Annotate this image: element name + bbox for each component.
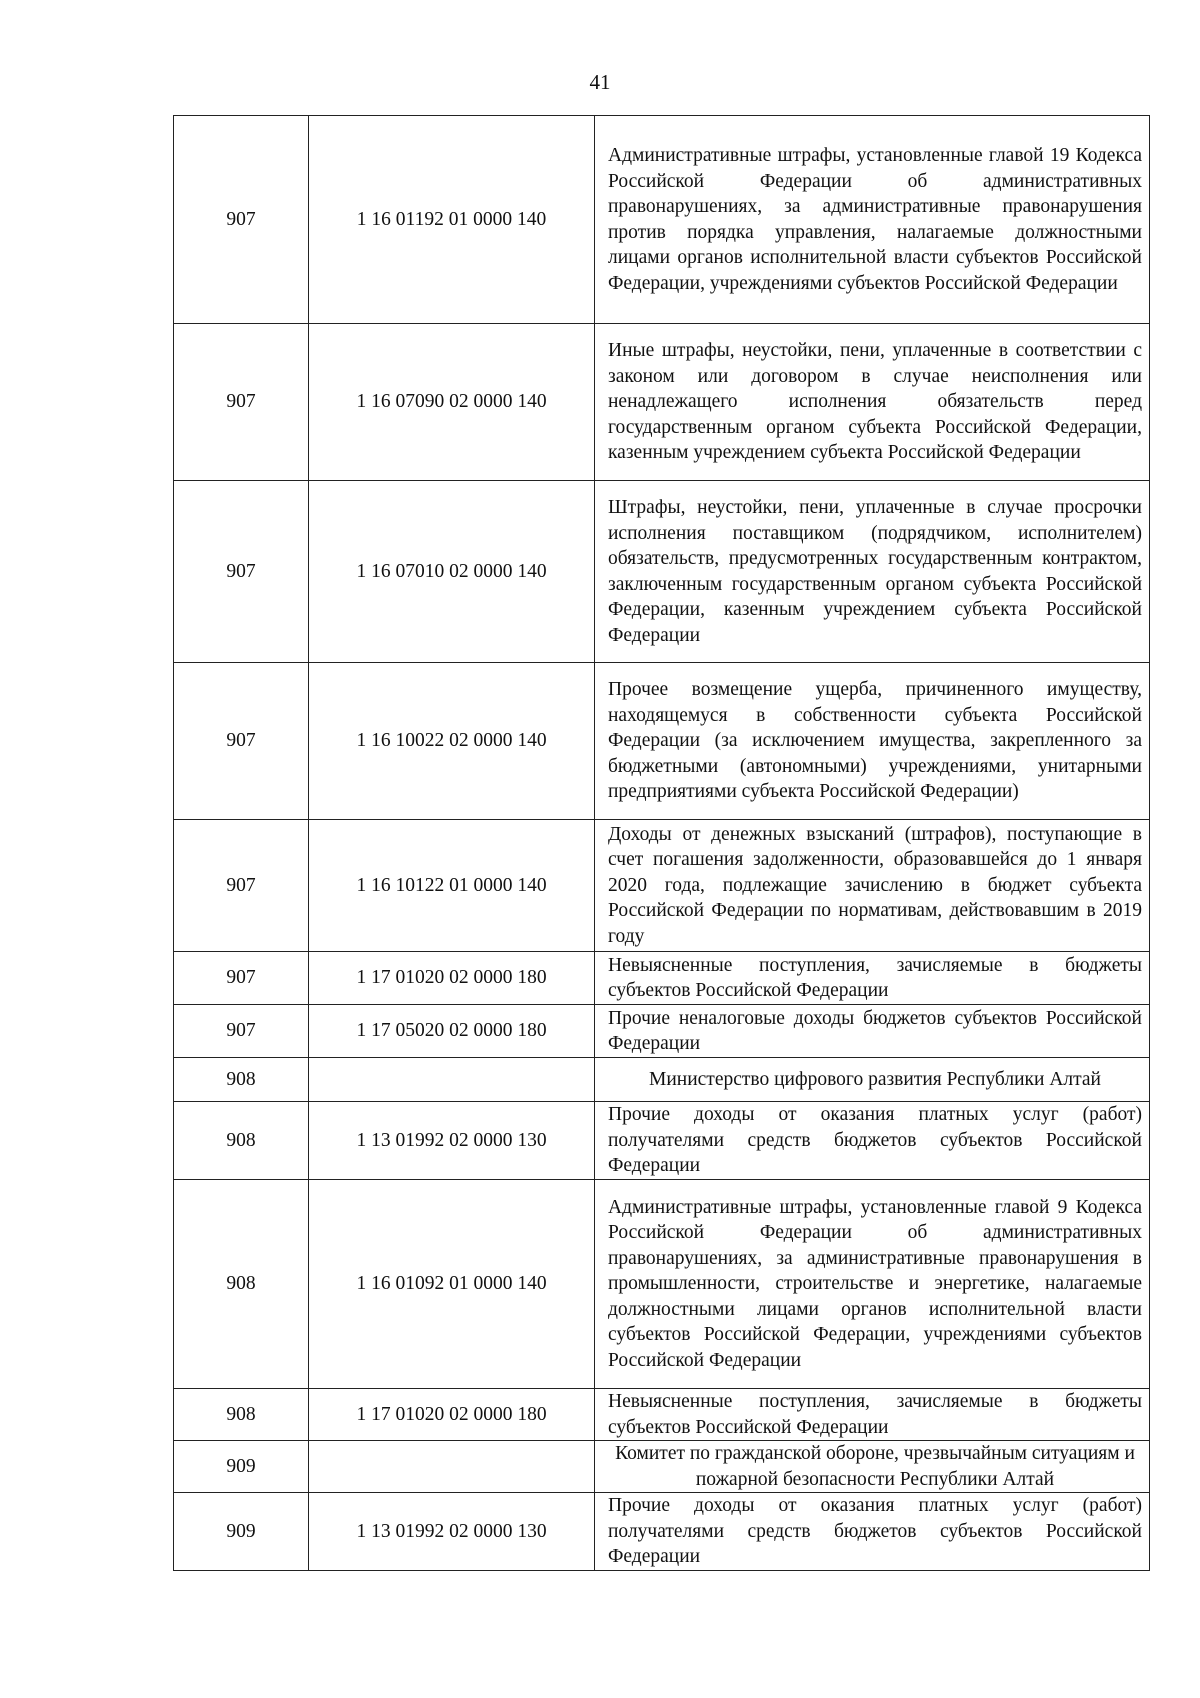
revenue-code-cell: 1 16 01192 01 0000 140	[309, 116, 595, 324]
description-cell: Доходы от денежных взысканий (штрафов), поступающие в счет погашения задолженности, образовавшейся до 1 января 2020 года, подлежащие зачислению в бюджет субъекта Российской Федерации по нормативам, действовавшим в 2019 году	[595, 820, 1150, 952]
description-cell: Прочие доходы от оказания платных услуг (работ) получателями средств бюджетов субъектов Российской Федерации	[595, 1493, 1150, 1571]
description-cell: Невыясненные поступления, зачисляемые в бюджеты субъектов Российской Федерации	[595, 1389, 1150, 1441]
table-row	[174, 952, 1150, 1005]
description-cell: Прочие неналоговые доходы бюджетов субъектов Российской Федерации	[595, 1005, 1150, 1058]
table-row	[174, 116, 1150, 324]
admin-code-cell: 908	[174, 1389, 309, 1441]
revenue-code-cell	[309, 1058, 595, 1102]
table-row	[174, 1389, 1150, 1441]
table-row	[174, 481, 1150, 663]
admin-code-cell: 908	[174, 1180, 309, 1389]
section-heading-cell: Комитет по гражданской обороне, чрезвычайным ситуациям и пожарной безопасности Республики Алтай	[595, 1441, 1150, 1493]
revenue-code-cell: 1 17 05020 02 0000 180	[309, 1005, 595, 1058]
admin-code-cell: 907	[174, 1005, 309, 1058]
revenue-code-cell: 1 13 01992 02 0000 130	[309, 1102, 595, 1180]
admin-code-cell: 907	[174, 481, 309, 663]
revenue-code-cell	[309, 1441, 595, 1493]
revenue-code-cell: 1 16 10122 01 0000 140	[309, 820, 595, 952]
description-cell: Иные штрафы, неустойки, пени, уплаченные в соответствии с законом или договором в случае неисполнения или ненадлежащего исполнения обязательств перед государственным органом субъекта Российской Федерации, казенным учреждением субъекта Российской Федерации	[595, 324, 1150, 481]
admin-code-cell: 907	[174, 952, 309, 1005]
revenue-code-cell: 1 16 07010 02 0000 140	[309, 481, 595, 663]
description-cell: Административные штрафы, установленные главой 19 Кодекса Российской Федерации об административных правонарушениях, за административные правонарушения против порядка управления, налагаемые должностными лицами органов исполнительной власти субъектов Российской Федерации, учреждениями субъектов Российской Федерации	[595, 116, 1150, 324]
description-cell: Прочее возмещение ущерба, причиненного имуществу, находящемуся в собственности субъекта Российской Федерации (за исключением имущества, закрепленного за бюджетными (автономными) учреждениями, унитарными предприятиями субъекта Российской Федерации)	[595, 663, 1150, 820]
revenue-code-cell: 1 16 01092 01 0000 140	[309, 1180, 595, 1389]
revenue-code-cell: 1 17 01020 02 0000 180	[309, 952, 595, 1005]
revenue-code-cell: 1 16 10022 02 0000 140	[309, 663, 595, 820]
admin-code-cell: 907	[174, 116, 309, 324]
admin-code-cell: 908	[174, 1102, 309, 1180]
revenue-codes-table	[173, 115, 1150, 1571]
table-row	[174, 1005, 1150, 1058]
description-cell: Штрафы, неустойки, пени, уплаченные в случае просрочки исполнения поставщиком (подрядчиком, исполнителем) обязательств, предусмотренных государственным контрактом, заключенным государственным органом субъекта Российской Федерации, казенным учреждением субъекта Российской Федерации	[595, 481, 1150, 663]
admin-code-cell: 907	[174, 820, 309, 952]
section-heading-row	[174, 1441, 1150, 1493]
admin-code-cell: 909	[174, 1441, 309, 1493]
section-heading-row	[174, 1058, 1150, 1102]
table-row	[174, 324, 1150, 481]
table-row	[174, 663, 1150, 820]
page-number: 41	[589, 70, 611, 94]
table-row	[174, 1102, 1150, 1180]
table-row	[174, 1493, 1150, 1571]
table-row	[174, 820, 1150, 952]
admin-code-cell: 908	[174, 1058, 309, 1102]
revenue-code-cell: 1 16 07090 02 0000 140	[309, 324, 595, 481]
table-row	[174, 1180, 1150, 1389]
description-cell: Административные штрафы, установленные главой 9 Кодекса Российской Федерации об административных правонарушениях, за административные правонарушения в промышленности, строительстве и энергетике, налагаемые должностными лицами органов исполнительной власти субъектов Российской Федерации, учреждениями субъектов Российской Федерации	[595, 1180, 1150, 1389]
description-cell: Невыясненные поступления, зачисляемые в бюджеты субъектов Российской Федерации	[595, 952, 1150, 1005]
admin-code-cell: 907	[174, 324, 309, 481]
admin-code-cell: 909	[174, 1493, 309, 1571]
section-heading-cell: Министерство цифрового развития Республики Алтай	[595, 1058, 1150, 1102]
description-cell: Прочие доходы от оказания платных услуг (работ) получателями средств бюджетов субъектов Российской Федерации	[595, 1102, 1150, 1180]
revenue-code-cell: 1 17 01020 02 0000 180	[309, 1389, 595, 1441]
admin-code-cell: 907	[174, 663, 309, 820]
revenue-code-cell: 1 13 01992 02 0000 130	[309, 1493, 595, 1571]
table-body	[174, 116, 1150, 1571]
